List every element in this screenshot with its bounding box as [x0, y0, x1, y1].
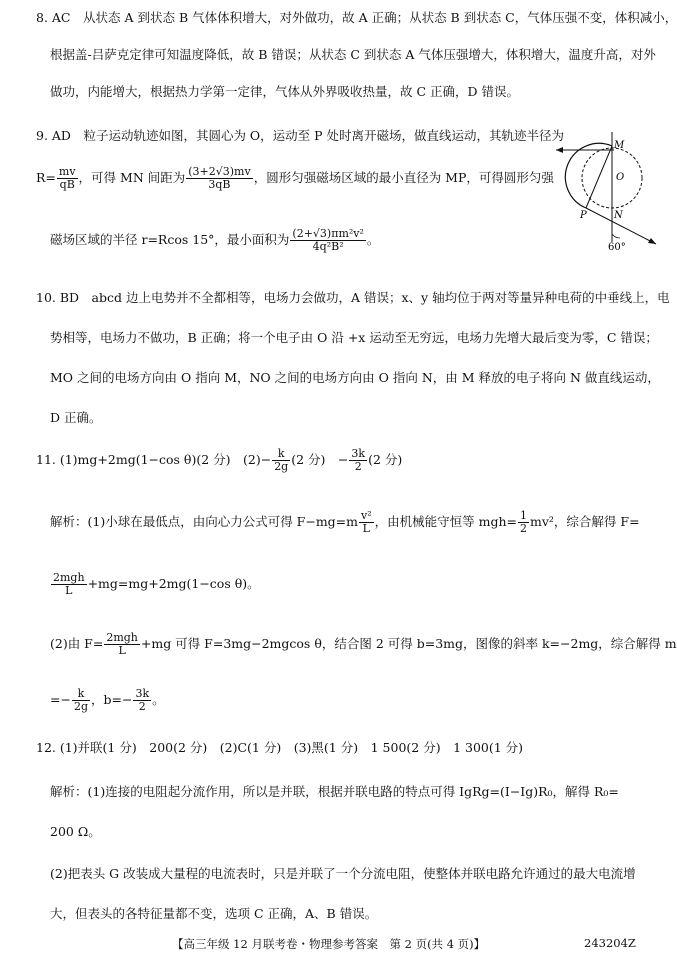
q11-e4-a: =− [50, 692, 71, 707]
q11-e4-b: ，b=− [91, 692, 133, 707]
q11-e1-c: mv²，综合解得 F= [530, 514, 640, 529]
q12-explain-2: 200 Ω。 [50, 824, 101, 839]
label-p: P [580, 210, 587, 221]
frac-num: 2mgh [106, 631, 138, 644]
angle-arc [612, 234, 620, 238]
page-footer-title: 【高三年级 12 月联考卷・物理参考答案 第 2 页(共 4 页)】 [172, 937, 486, 951]
q10-line-1: 10. BD abcd 边上电势并不全都相等，电场力会做功，A 错误；x、y 轴均位于两对等量异种电荷的中垂线上，电 [36, 290, 670, 305]
q11-explain-2 [50, 570, 260, 598]
result-fraction [72, 688, 90, 713]
q11-explain-4 [50, 686, 165, 714]
energy-fraction [51, 572, 87, 597]
answer-fraction [349, 448, 367, 473]
frac-den: 2g [274, 460, 289, 473]
q11-e1-b: ，由机械能守恒等 mgh= [374, 514, 517, 529]
frac-num: v² [361, 509, 372, 522]
q11-ans-b: (2 分) − [291, 452, 349, 467]
centripetal-fraction [359, 510, 374, 535]
min-area-fraction [290, 228, 366, 253]
frac-num: k [72, 688, 90, 701]
q8-line-2: 根据盖-吕萨克定律可知温度降低，故 B 错误；从状态 C 到状态 A 气体压强增大，体积增大，温度升高，对外 [50, 47, 656, 62]
trajectory-figure [556, 126, 660, 254]
q10-line-3: MO 之间的电场方向由 O 指向 M，NO 之间的电场方向由 O 指向 N，由 M 释放的电子将向 N 做直线运动， [50, 370, 660, 385]
frac-den: L [118, 644, 126, 657]
frac-den: 3qB [208, 178, 231, 191]
q8-line-1: 8. AC 从状态 A 到状态 B 气体体积增大，对外做功，故 A 正确；从状态 B 到状态 C，气体压强不变，体积减小， [36, 10, 677, 25]
page-footer-code: 243204Z [584, 936, 636, 950]
q11-ans-c: (2 分) [368, 452, 403, 467]
frac-den: 2 [138, 700, 146, 713]
frac-den: 2 [520, 522, 527, 535]
result-fraction [133, 688, 151, 713]
q8-line-3: 做功，内能增大，根据热力学第一定律，气体从外界吸收热量，故 C 正确，D 错误。 [50, 84, 520, 99]
frac-den: qB [59, 178, 75, 191]
q10-line-4: D 正确。 [50, 410, 102, 425]
frac-num: mv [58, 165, 76, 178]
q9-l2-text-c: ，圆形匀强磁场区域的最小直径为 MP，可得圆形匀强 [253, 170, 554, 185]
mn-distance-fraction [186, 166, 252, 191]
q11-e2-b: +mg=mg+2mg(1−cos θ)。 [87, 576, 260, 591]
energy-fraction [104, 632, 140, 657]
q12-explain-1: 解析：(1)连接的电阻起分流作用，所以是并联，根据并联电路的特点可得 IgRg=(I−Ig)R₀，解得 R₀= [50, 784, 619, 799]
frac-num: (2+√3)πm²v² [292, 227, 364, 240]
label-n: N [614, 210, 623, 221]
q12-answer: 12. (1)并联(1 分) 200(2 分) (2)C(1 分) (3)黑(1 分) 1 500(2 分) 1 300(1 分) [36, 740, 524, 755]
q11-e3-b: +mg 可得 F=3mg−2mgcos θ，结合图 2 可得 b=3mg，图像的斜率 k=−2mg，综合解得 m [140, 636, 677, 651]
label-m: M [614, 140, 625, 151]
frac-num: 1 [520, 509, 527, 522]
q10-line-2: 势相等，电场力不做功，B 正确；将一个电子由 O 沿 +x 运动至无穷远，电场力先增大最后变为零，C 错误； [50, 330, 658, 345]
q9-line-2 [36, 164, 554, 192]
q9-line-3 [50, 226, 379, 254]
answer-fraction [272, 448, 290, 473]
radius-fraction [57, 166, 78, 191]
frac-den: L [362, 522, 370, 535]
q9-l3-text-a: 磁场区域的半径 r=Rcos 15°，最小面积为 [50, 232, 290, 247]
q11-answer [36, 446, 402, 474]
q12-explain-3: (2)把表头 G 改装成大量程的电流表时，只是并联了一个分流电阻，使整体并联电路允许通过的最大电流增 [50, 866, 636, 881]
frac-num: k [272, 448, 290, 461]
exit-arrow-icon [648, 238, 656, 244]
chord-mp [586, 146, 612, 208]
q12-explain-4: 大，但表头的各特征量都不变，选项 C 正确，A、B 错误。 [50, 906, 378, 921]
frac-num: 3k [135, 687, 150, 700]
frac-num: 2mgh [53, 571, 85, 584]
q9-l2-text-b: ，可得 MN 间距为 [78, 170, 186, 185]
label-o: O [616, 172, 625, 183]
arrow-head-icon [556, 147, 563, 153]
half-fraction [518, 510, 529, 535]
frac-den: L [65, 584, 73, 597]
q11-e1-a: 解析：(1)小球在最低点，由向心力公式可得 F−mg=m [50, 514, 359, 529]
q11-e3-a: (2)由 F= [50, 636, 104, 651]
q9-l3-text-b: 。 [366, 232, 380, 247]
frac-num: 3k [351, 447, 366, 460]
q11-ans-a: 11. (1)mg+2mg(1−cos θ)(2 分) (2)− [36, 452, 272, 467]
frac-den: 2 [354, 460, 362, 473]
label-angle: 60° [608, 242, 626, 253]
q9-line-1: 9. AD 粒子运动轨迹如图，其圆心为 O，运动至 P 处时离开磁场，做直线运动，其轨迹半径为 [36, 128, 565, 143]
frac-den: 2g [73, 700, 88, 713]
frac-den: 4q²B² [312, 240, 344, 253]
particle-arc [565, 143, 612, 208]
q11-explain-3 [50, 630, 677, 658]
q11-e4-c: 。 [152, 692, 165, 707]
q9-l2-text-a: R= [36, 170, 56, 185]
frac-num: (3+2√3)mv [188, 165, 251, 178]
q11-explain-1 [50, 508, 640, 536]
